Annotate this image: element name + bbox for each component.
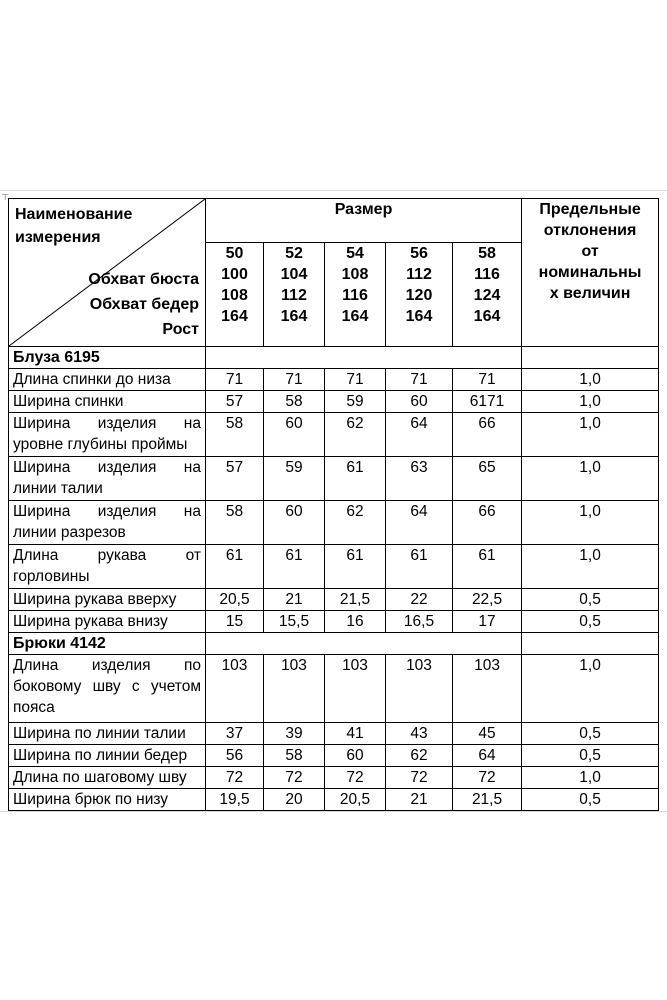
tolerance-value: 0,5 [522, 723, 659, 745]
measurement-value: 61 [206, 545, 264, 589]
measurement-value: 58 [264, 745, 325, 767]
size-bust: 104 [280, 266, 308, 283]
tolerance-value: 1,0 [522, 767, 659, 789]
table-row [9, 457, 659, 501]
measurement-name: Ширина по линии бедер [9, 745, 206, 767]
measurement-value: 103 [453, 655, 522, 723]
tolerance-value: 1,0 [522, 369, 659, 391]
measurement-value: 58 [264, 391, 325, 413]
section-empty-cell [206, 347, 522, 369]
size-height: 164 [473, 308, 501, 325]
measurement-value: 21 [386, 789, 453, 811]
table-row [9, 413, 659, 457]
measurement-value: 64 [386, 501, 453, 545]
measurement-value: 103 [206, 655, 264, 723]
measurement-value: 60 [264, 413, 325, 457]
measurement-value: 62 [325, 501, 386, 545]
size-size: 52 [285, 245, 303, 262]
size-hips: 120 [405, 287, 433, 304]
table-row [9, 501, 659, 545]
size-hips: 112 [281, 287, 307, 304]
measurement-value: 20,5 [206, 589, 264, 611]
tolerance-value: 0,5 [522, 611, 659, 633]
section-title: Блуза 6195 [9, 347, 206, 369]
measurement-value: 63 [386, 457, 453, 501]
size-height: 164 [280, 308, 308, 325]
measurement-value: 64 [386, 413, 453, 457]
measurement-value: 15,5 [264, 611, 325, 633]
measurement-value: 66 [453, 501, 522, 545]
measurement-value: 61 [386, 545, 453, 589]
measurement-value: 103 [325, 655, 386, 723]
measurement-value: 61 [453, 545, 522, 589]
measurement-name: Ширина изделия на уровне глубины проймы [9, 413, 206, 457]
measurement-value: 72 [453, 767, 522, 789]
tolerance-value: 0,5 [522, 589, 659, 611]
measurement-value: 71 [264, 369, 325, 391]
measurement-name: Ширина изделия на линии талии [9, 457, 206, 501]
measurement-value: 57 [206, 457, 264, 501]
table-row [9, 745, 659, 767]
measurement-value: 65 [453, 457, 522, 501]
measurement-value: 72 [264, 767, 325, 789]
size-column-50 [206, 243, 264, 347]
measurement-value: 59 [264, 457, 325, 501]
section-row [9, 633, 659, 655]
tolerance-header: Предельные отклонения от номинальны х величин [522, 199, 659, 347]
measurement-value: 37 [206, 723, 264, 745]
measurement-value: 58 [206, 413, 264, 457]
size-column-52 [264, 243, 325, 347]
tolerance-value: 1,0 [522, 391, 659, 413]
measurement-value: 60 [264, 501, 325, 545]
measurement-value: 22,5 [453, 589, 522, 611]
section-empty-cell [522, 347, 659, 369]
section-empty-cell [206, 633, 522, 655]
table-row [9, 789, 659, 811]
measurement-value: 71 [386, 369, 453, 391]
measurement-value: 62 [386, 745, 453, 767]
size-bust: 116 [474, 266, 500, 283]
size-height: 164 [405, 308, 433, 325]
measurement-value: 58 [206, 501, 264, 545]
crop-mark-icon: ┬ [2, 189, 9, 199]
tolerance-value: 1,0 [522, 457, 659, 501]
measurement-name: Длина спинки до низа [9, 369, 206, 391]
measurement-value: 41 [325, 723, 386, 745]
section-empty-cell [522, 633, 659, 655]
tolerance-value: 0,5 [522, 745, 659, 767]
measurement-value: 6171 [453, 391, 522, 413]
measurement-value: 66 [453, 413, 522, 457]
measurement-name: Ширина брюк по низу [9, 789, 206, 811]
measurement-value: 43 [386, 723, 453, 745]
section-row [9, 347, 659, 369]
size-height: 164 [221, 308, 248, 325]
measurement-value: 22 [386, 589, 453, 611]
measurement-value: 61 [264, 545, 325, 589]
measurement-value: 56 [206, 745, 264, 767]
tolerance-value: 1,0 [522, 501, 659, 545]
tolerance-value: 1,0 [522, 545, 659, 589]
measurement-name: Ширина спинки [9, 391, 206, 413]
measurement-value: 20,5 [325, 789, 386, 811]
measurement-value: 17 [453, 611, 522, 633]
size-size: 58 [478, 245, 496, 262]
measurement-value: 71 [453, 369, 522, 391]
measurement-name: Ширина по линии талии [9, 723, 206, 745]
measurement-value: 21,5 [453, 789, 522, 811]
size-bust: 108 [341, 266, 369, 283]
tolerance-value: 0,5 [522, 789, 659, 811]
size-column-54 [325, 243, 386, 347]
section-title: Брюки 4142 [9, 633, 206, 655]
measurement-value: 60 [386, 391, 453, 413]
measurement-value: 72 [325, 767, 386, 789]
size-parameters-header: Обхват бюста Обхват бедер Рост [88, 271, 199, 338]
measurement-value: 16 [325, 611, 386, 633]
table-row [9, 611, 659, 633]
measurement-name-header: Наименование измерения [15, 206, 133, 246]
table-row [9, 589, 659, 611]
measurement-value: 19,5 [206, 789, 264, 811]
measurement-name: Ширина изделия на линии разрезов [9, 501, 206, 545]
measurement-value: 57 [206, 391, 264, 413]
size-title: Размер [206, 199, 522, 243]
measurement-value: 16,5 [386, 611, 453, 633]
table-row [9, 545, 659, 589]
measurement-table [8, 198, 659, 811]
header-row-size-title [9, 199, 659, 243]
size-size: 50 [225, 245, 244, 262]
header-corner-cell [9, 199, 206, 347]
measurement-value: 62 [325, 413, 386, 457]
measurement-name: Ширина рукава вверху [9, 589, 206, 611]
measurement-value: 60 [325, 745, 386, 767]
size-hips: 108 [221, 287, 248, 304]
table-row [9, 723, 659, 745]
measurement-value: 61 [325, 457, 386, 501]
measurement-name: Длина изделия по боковому шву с учетом пояса [9, 655, 206, 723]
measurement-value: 103 [386, 655, 453, 723]
measurement-name: Ширина рукава внизу [9, 611, 206, 633]
measurement-value: 21 [264, 589, 325, 611]
measurement-value: 61 [325, 545, 386, 589]
measurement-name: Длина рукава от горловины [9, 545, 206, 589]
measurement-value: 45 [453, 723, 522, 745]
measurement-value: 64 [453, 745, 522, 767]
measurement-value: 20 [264, 789, 325, 811]
table-row [9, 767, 659, 789]
size-bust: 100 [221, 266, 248, 283]
tolerance-value: 1,0 [522, 413, 659, 457]
measurement-value: 72 [386, 767, 453, 789]
table-row [9, 391, 659, 413]
measurement-value: 39 [264, 723, 325, 745]
size-bust: 112 [406, 266, 432, 283]
measurement-name: Длина по шаговому шву [9, 767, 206, 789]
size-hips: 124 [473, 287, 501, 304]
size-column-58 [453, 243, 522, 347]
size-column-56 [386, 243, 453, 347]
size-size: 56 [410, 245, 428, 262]
table-row [9, 655, 659, 723]
tolerance-value: 1,0 [522, 655, 659, 723]
size-size: 54 [346, 245, 364, 262]
measurement-value: 103 [264, 655, 325, 723]
measurement-value: 71 [206, 369, 264, 391]
measurement-value: 21,5 [325, 589, 386, 611]
measurement-value: 72 [206, 767, 264, 789]
table-row [9, 369, 659, 391]
size-height: 164 [341, 308, 369, 325]
measurement-value: 59 [325, 391, 386, 413]
size-hips: 116 [342, 287, 368, 304]
measurement-value: 71 [325, 369, 386, 391]
measurement-value: 15 [206, 611, 264, 633]
